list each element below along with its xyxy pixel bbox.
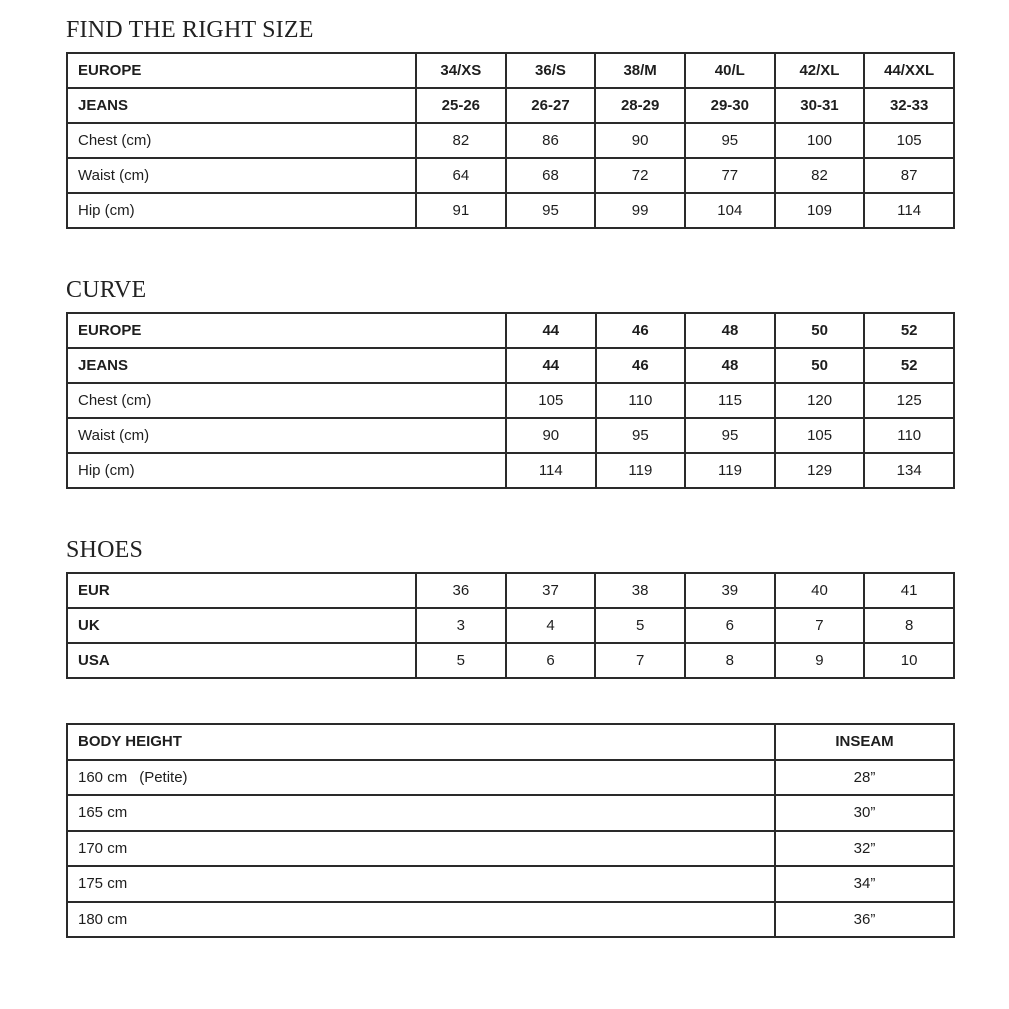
size-cell: 86: [506, 123, 596, 158]
curve-cell: 105: [775, 418, 865, 453]
inseam-row: [67, 866, 954, 902]
size-row: [67, 88, 954, 123]
curve-cell: 52: [864, 313, 954, 348]
shoes-cell: 41: [864, 573, 954, 608]
size-cell: 36/S: [506, 53, 596, 88]
shoes-cell: 3: [416, 608, 506, 643]
body-height-cell: [67, 902, 775, 938]
curve-cell: 119: [685, 453, 775, 488]
shoes-cell: 9: [775, 643, 865, 678]
curve-row: [67, 453, 954, 488]
size-cell: 105: [864, 123, 954, 158]
size-cell: 82: [775, 158, 865, 193]
shoes-row-label: USA: [67, 643, 416, 678]
curve-cell: 95: [596, 418, 686, 453]
size-cell: 64: [416, 158, 506, 193]
body-height-value: 160 cm: [78, 768, 128, 786]
shoes-table: [66, 572, 955, 679]
curve-cell: 95: [685, 418, 775, 453]
shoes-cell: 5: [595, 608, 685, 643]
body-height-cell: [67, 760, 775, 796]
curve-cell: 48: [685, 313, 775, 348]
inseam-header-row: [67, 724, 954, 760]
curve-row-label: Waist (cm): [67, 418, 506, 453]
shoes-cell: 7: [775, 608, 865, 643]
curve-cell: 125: [864, 383, 954, 418]
shoes-cell: 38: [595, 573, 685, 608]
size-row: [67, 123, 954, 158]
shoes-row: [67, 643, 954, 678]
size-row: [67, 53, 954, 88]
size-cell: 38/M: [595, 53, 685, 88]
inseam-value: 34”: [775, 866, 954, 902]
curve-cell: 46: [596, 313, 686, 348]
curve-table-body: [67, 313, 954, 488]
inseam-value: 28”: [775, 760, 954, 796]
curve-row: [67, 418, 954, 453]
size-cell: 104: [685, 193, 775, 228]
curve-row: [67, 313, 954, 348]
curve-cell: 105: [506, 383, 596, 418]
shoes-heading: SHOES: [66, 537, 144, 563]
curve-row: [67, 383, 954, 418]
size-cell: 99: [595, 193, 685, 228]
size-cell: 72: [595, 158, 685, 193]
size-cell: 114: [864, 193, 954, 228]
size-table-body: [67, 53, 954, 228]
curve-cell: 50: [775, 313, 865, 348]
petite-note: (Petite): [139, 768, 188, 786]
curve-cell: 90: [506, 418, 596, 453]
curve-row-label: Hip (cm): [67, 453, 506, 488]
shoes-table-body: [67, 573, 954, 678]
curve-cell: 44: [506, 348, 596, 383]
size-cell: 82: [416, 123, 506, 158]
curve-cell: 48: [685, 348, 775, 383]
curve-cell: 50: [775, 348, 865, 383]
curve-table: [66, 312, 955, 489]
size-cell: 34/XS: [416, 53, 506, 88]
curve-cell: 119: [596, 453, 686, 488]
body-height-header: BODY HEIGHT: [67, 724, 775, 760]
curve-cell: 115: [685, 383, 775, 418]
shoes-row-label: EUR: [67, 573, 416, 608]
shoes-cell: 6: [685, 608, 775, 643]
size-cell: 68: [506, 158, 596, 193]
inseam-row: [67, 795, 954, 831]
size-row: [67, 193, 954, 228]
curve-heading: CURVE: [66, 277, 147, 303]
size-cell: 95: [685, 123, 775, 158]
curve-row: [67, 348, 954, 383]
shoes-row-label: UK: [67, 608, 416, 643]
body-height-value: 180 cm: [78, 910, 128, 928]
shoes-cell: 6: [506, 643, 596, 678]
curve-cell: 134: [864, 453, 954, 488]
body-height-value: 175 cm: [78, 875, 128, 893]
body-height-value: 165 cm: [78, 804, 128, 822]
size-row-label: EUROPE: [67, 53, 416, 88]
size-cell: 95: [506, 193, 596, 228]
size-cell: 25-26: [416, 88, 506, 123]
size-cell: 109: [775, 193, 865, 228]
shoes-row: [67, 608, 954, 643]
curve-cell: 110: [864, 418, 954, 453]
curve-cell: 120: [775, 383, 865, 418]
size-guide-heading: FIND THE RIGHT SIZE: [66, 17, 314, 43]
size-row-label: Chest (cm): [67, 123, 416, 158]
body-height-cell: [67, 831, 775, 867]
size-cell: 42/XL: [775, 53, 865, 88]
curve-cell: 110: [596, 383, 686, 418]
size-cell: 26-27: [506, 88, 596, 123]
inseam-header: INSEAM: [775, 724, 954, 760]
size-cell: 29-30: [685, 88, 775, 123]
size-cell: 32-33: [864, 88, 954, 123]
size-row-label: Waist (cm): [67, 158, 416, 193]
shoes-cell: 10: [864, 643, 954, 678]
size-cell: 90: [595, 123, 685, 158]
inseam-row: [67, 760, 954, 796]
size-row-label: JEANS: [67, 88, 416, 123]
size-cell: 77: [685, 158, 775, 193]
size-row-label: Hip (cm): [67, 193, 416, 228]
size-cell: 87: [864, 158, 954, 193]
shoes-row: [67, 573, 954, 608]
shoes-cell: 39: [685, 573, 775, 608]
inseam-row: [67, 902, 954, 938]
curve-row-label: JEANS: [67, 348, 506, 383]
shoes-cell: 37: [506, 573, 596, 608]
curve-cell: 44: [506, 313, 596, 348]
shoes-cell: 36: [416, 573, 506, 608]
inseam-value: 32”: [775, 831, 954, 867]
size-cell: 40/L: [685, 53, 775, 88]
inseam-table: [66, 723, 955, 938]
curve-cell: 46: [596, 348, 686, 383]
shoes-cell: 4: [506, 608, 596, 643]
curve-cell: 52: [864, 348, 954, 383]
shoes-cell: 7: [595, 643, 685, 678]
body-height-cell: [67, 795, 775, 831]
inseam-value: 36”: [775, 902, 954, 938]
size-cell: 44/XXL: [864, 53, 954, 88]
size-row: [67, 158, 954, 193]
inseam-table-body: [67, 724, 954, 937]
shoes-cell: 8: [685, 643, 775, 678]
size-cell: 91: [416, 193, 506, 228]
inseam-value: 30”: [775, 795, 954, 831]
size-cell: 28-29: [595, 88, 685, 123]
curve-row-label: Chest (cm): [67, 383, 506, 418]
curve-cell: 129: [775, 453, 865, 488]
curve-cell: 114: [506, 453, 596, 488]
shoes-cell: 40: [775, 573, 865, 608]
inseam-row: [67, 831, 954, 867]
size-cell: 30-31: [775, 88, 865, 123]
shoes-cell: 5: [416, 643, 506, 678]
shoes-cell: 8: [864, 608, 954, 643]
curve-row-label: EUROPE: [67, 313, 506, 348]
size-cell: 100: [775, 123, 865, 158]
body-height-value: 170 cm: [78, 839, 128, 857]
body-height-cell: [67, 866, 775, 902]
size-table: [66, 52, 955, 229]
